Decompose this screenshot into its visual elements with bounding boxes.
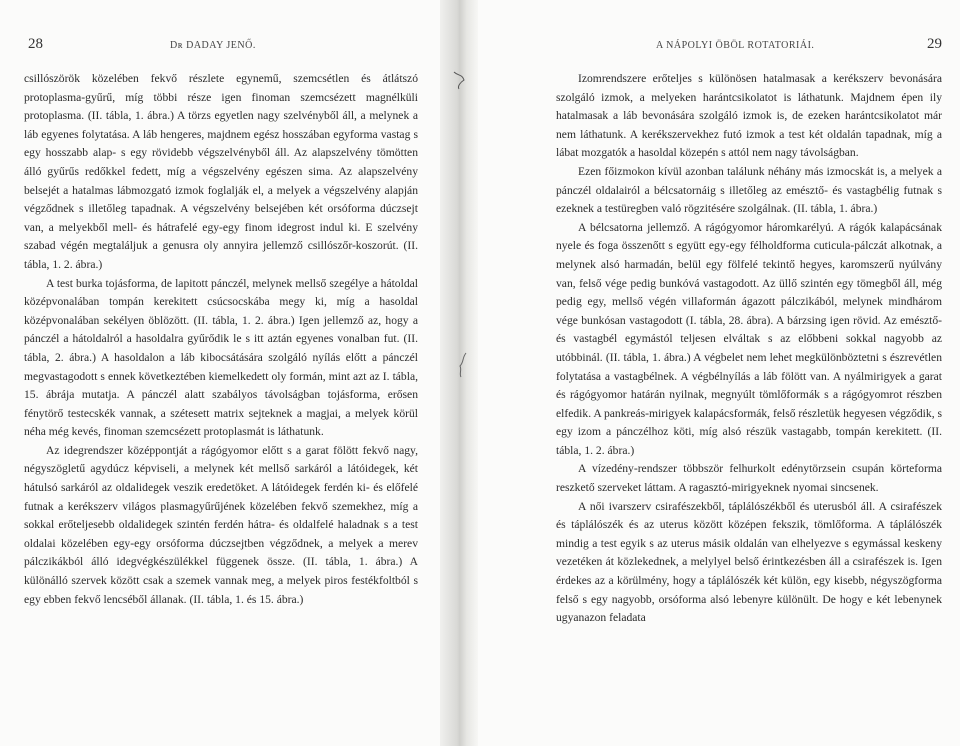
paragraph: A női ivarszerv csirafészekből, táplálószékből és uterusból áll. A csirafészek és táplálószék és az uterus között középen fekszik, tömlőforma. A táplálószék mindig a test egyik s az uterus másik oldalán van elhelyezve s egymással keskeny vezetéken át közlekednek, a melylyel belső érintkezésben áll a csirafészek is. Igen érdekes az a körülmény, hogy a táplálószék két külön, egy kisebb, négyszögforma felső s egy nagyobb, orsóforma alsó lebenyre különült. De hogy e két lebenynek ugyanazon feladata — [556, 499, 942, 625]
paragraph: A bélcsatorna jellemző. A rágógyomor háromkarélyú. A rágók kalapácsának nyele és foga összenőtt s együtt egy-egy félholdforma cuticula-pálczát alkotnak, a melynek alsó harmadán, belül egy fölfelé tekintő hegyes, karomszerű nyúlvány van, felső vége pedig bunkóvá vastagodott. Az üllő szintén egy tömegből áll, még pedig egy, mellső végén villaformán ágazott pálczikából, melynek mindhárom vége bunkósan vastagodott (I. tábla, 28. ábra). A bárzsing igen rövid. Az emésztő- és vastagbél egymástól teljesen elváltak s az előbbeni sokkal nagyobb az utóbbinál. (II. tábla, 1. ábra.) A végbelet nem lehet megkülönböztetni s észrevétlen folytatása a vastagbélnek. A végbélnyílás a láb fölött van. A nyálmirigyek a garat és rágógyomor határán nyilnak, megnyúlt tömlőformák s a rágógyomrot részben elfedik. A pankreás-mirigyek kalapácsformák, felső részletük hegyesen végződik, s egy izom a pánczélhoz köti, míg alsó részük vastagabb, tompán kerekitett. (II. tábla, 1. 2. ábra.) — [556, 220, 943, 457]
page-number: 28 — [28, 36, 43, 52]
paragraph: A test burka tojásforma, de lapitott pánczél, melynek mellső szegélye a hátoldal középvonalában tompán kerekitett csúcsocskába megy ki, míg a hasoldal középvonalában sekélyen öblözött. (II. tábla, 1. 2. ábra.) Igen jellemző az, hogy a pánczél a hátoldalról a hasoldalra gyűrődik le s itt aztán egyenes vonalban fut. (II. tábla, 2. ábra.) A hasoldalon a láb kibocsátására szolgáló nyílás előtt a pánczél megvastagodott s ennek következtében kiemelkedett oly formán, mint azt az I. tábla, 15. ábrája mutatja. A pánczél alatt szabályos távolságban tojásforma, erősen fénytörő testecskék vannak, a szétesett matrix sejteknek a magjai, a melyek körül néha még kevés, finoman szemcsézett protoplasmát is láthatunk. — [24, 276, 418, 439]
paragraph: csillószörök közelében fekvő részlete egynemű, szemcsétlen és átlátszó protoplasma-gyűrű, míg többi része igen finoman szemcsézett magnélküli protoplasma. (II. tábla, 1. ábra.) A törzs egyetlen nagy szelvényből áll, a melynek a láb egyenes folytatása. A láb hengeres, majdnem egész hosszában egyforma vastag s egy hosszabb alap- s egy rövidebb végszelvényből áll. Az alapszelvény tömötten álló gyűrűs redőkkel fedett, míg a végszelvény egészen sima. Az alapszelvény belsejét a hatalmas lábmozgató izmok foglalják el, a melyek a végszelvény alapján végződnek s illetőleg tapadnak. A végszelvény belsejében két orsóforma dúczsejt van, a melyekből mell- és hátrafelé egy-egy finom idegrost indul ki. E szelvény szabad végén megtaláljuk a genusra oly annyira jellemző csillószőr-koszorút. (II. tábla, 1. 2. ábra.) — [24, 72, 418, 271]
page-number: 29 — [927, 36, 942, 52]
gutter-smudge-mark — [456, 352, 470, 378]
running-head: A NÁPOLYI ÖBÖL ROTATORIÁI. — [656, 40, 815, 51]
left-page-body — [24, 70, 418, 609]
left-page — [0, 0, 440, 746]
right-page-body — [556, 70, 942, 628]
right-page-header — [556, 36, 942, 58]
gutter-smudge-mark — [452, 70, 466, 90]
right-page — [478, 0, 960, 746]
paragraph: A vízedény-rendszer többször felhurkolt edénytörzsein csupán körteforma reszkető szerveket láttam. A ragasztó-mirigyeknek nyomai sincsenek. — [556, 462, 942, 495]
paragraph: Ezen főizmokon kívül azonban találunk néhány más izmocskát is, a melyek a pánczél oldalairól a bélcsatornáig s illetőleg az emésztő- és vastagbélig futnak s ezeknek a testüregben való rögzitésére szolgálnak. (II. tábla, 1. ábra.) — [556, 164, 942, 216]
left-page-header — [24, 36, 418, 58]
paragraph: Az idegrendszer középpontját a rágógyomor előtt s a garat fölött fekvő nagy, négyszögletű agydúcz képviseli, a melynek két mellső sarkáról a látóidegek, két hátulsó sarkáról az oldalidegek veszik eredetöket. A látóidegek ferdén ki- és előfelé futnak a kerékszerv világos plasmagyűrűjének közelében fekvő szemekhez, míg a sokkal erőteljesebb oldalidegek szintén ferdén hátra- és oldalfelé haladnak s a test oldalai közelében egy-egy orsóforma dúczsejtben végződnek, a melyek a merev pálczikákból álló idegvégkészülékkel függenek össze. (II. tábla, 1. ábra.) A különálló szervek között csak a szemek vannak meg, a melyek piros festékfoltból s egy ebben fekvő lencséből állanak. (II. tábla, 1. és 15. ábra.) — [24, 443, 418, 606]
paragraph: Izomrendszere erőteljes s különösen hatalmasak a kerékszerv bevonására szolgáló izmok, a melyeken harántcsikolatot is láthatunk. Majdnem épen ily hatalmasak a láb bevonására szolgáló izmok is, de ezeken harántcsikolatot már nem láthatunk. A kerékszervekhez futó izmok a test két oldalán tapadnak, míg a lábat mozgatók a hasoldal közepén s attól nem nagy távolságban. — [556, 72, 942, 160]
running-head: Dʀ DADAY JENŐ. — [170, 40, 256, 51]
